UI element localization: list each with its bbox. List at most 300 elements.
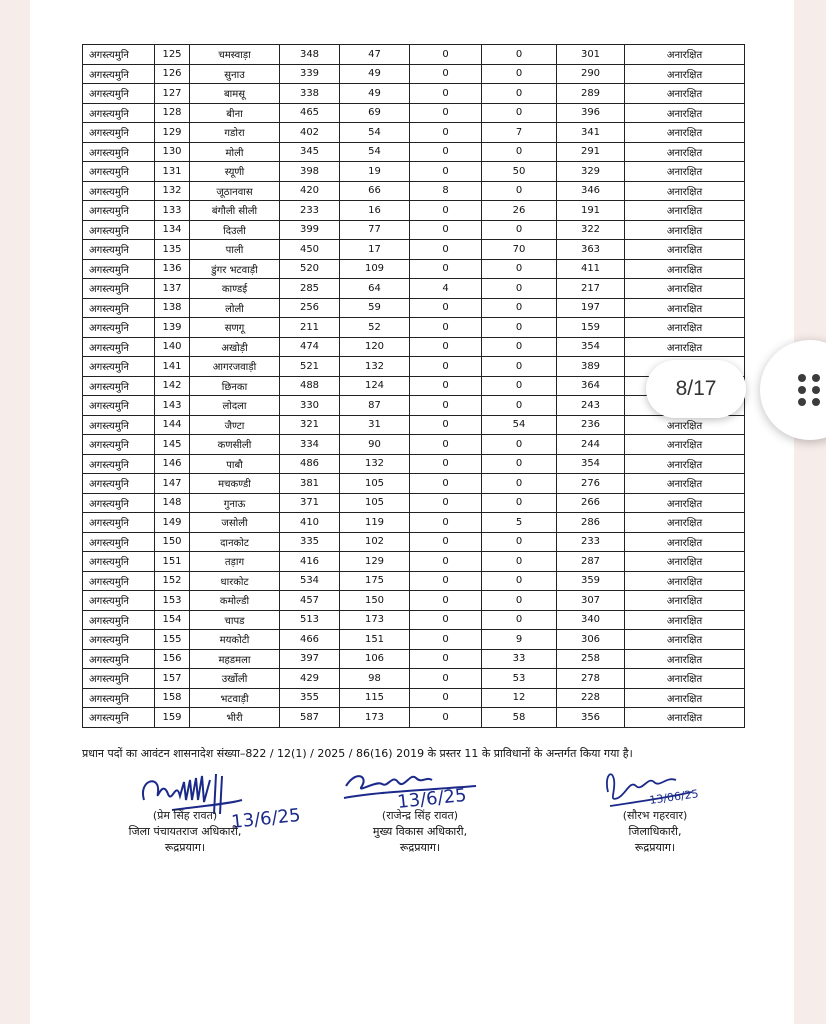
column-value-4-cell: 0 [482, 474, 557, 494]
gram-panchayat-name-cell: मचकण्डी [190, 474, 280, 494]
column-value-2-cell: 54 [340, 142, 410, 162]
column-value-3-cell: 0 [410, 220, 482, 240]
column-value-3-cell: 0 [410, 376, 482, 396]
column-value-2-cell: 90 [340, 435, 410, 455]
gram-panchayat-name-cell: काण्डई [190, 279, 280, 299]
block-name-cell: अगस्त्यमुनि [83, 610, 155, 630]
table-row [83, 435, 745, 455]
column-value-2-cell: 173 [340, 708, 410, 728]
panchayat-number-cell: 142 [155, 376, 190, 396]
gram-panchayat-name-cell: सुनाउ [190, 64, 280, 84]
total-value-cell: 335 [280, 532, 340, 552]
table-row [83, 415, 745, 435]
signatory-right-designation: जिलाधिकारी, [628, 825, 682, 838]
gram-panchayat-name-cell: डुंगर भटवाड़ी [190, 259, 280, 279]
block-name-cell: अगस्त्यमुनि [83, 123, 155, 143]
column-value-2-cell: 54 [340, 123, 410, 143]
column-value-5-cell: 244 [557, 435, 625, 455]
column-value-4-cell: 12 [482, 688, 557, 708]
grid-dots-icon [798, 374, 820, 406]
table-row [83, 279, 745, 299]
panchayat-number-cell: 135 [155, 240, 190, 260]
gram-panchayat-name-cell: पाली [190, 240, 280, 260]
column-value-3-cell: 0 [410, 64, 482, 84]
column-value-5-cell: 341 [557, 123, 625, 143]
table-row [83, 669, 745, 689]
total-value-cell: 334 [280, 435, 340, 455]
column-value-4-cell: 0 [482, 181, 557, 201]
column-value-4-cell: 9 [482, 630, 557, 650]
column-value-5-cell: 191 [557, 201, 625, 221]
reservation-status-cell: अनारक्षित [625, 337, 745, 357]
table-row [83, 298, 745, 318]
total-value-cell: 211 [280, 318, 340, 338]
column-value-2-cell: 49 [340, 84, 410, 104]
panchayat-number-cell: 145 [155, 435, 190, 455]
column-value-3-cell: 0 [410, 142, 482, 162]
panchayat-number-cell: 149 [155, 513, 190, 533]
panchayat-number-cell: 131 [155, 162, 190, 182]
column-value-5-cell: 258 [557, 649, 625, 669]
total-value-cell: 587 [280, 708, 340, 728]
reservation-status-cell: अनारक्षित [625, 162, 745, 182]
gram-panchayat-name-cell: गुनाऊ [190, 493, 280, 513]
total-value-cell: 398 [280, 162, 340, 182]
column-value-3-cell: 0 [410, 162, 482, 182]
column-value-3-cell: 0 [410, 435, 482, 455]
table-row [83, 552, 745, 572]
table-row [83, 142, 745, 162]
gram-panchayat-name-cell: उर्खोली [190, 669, 280, 689]
column-value-4-cell: 0 [482, 571, 557, 591]
table-row [83, 649, 745, 669]
column-value-5-cell: 289 [557, 84, 625, 104]
panchayat-number-cell: 138 [155, 298, 190, 318]
block-name-cell: अगस्त्यमुनि [83, 240, 155, 260]
reservation-status-cell: अनारक्षित [625, 532, 745, 552]
column-value-4-cell: 0 [482, 45, 557, 65]
block-name-cell: अगस्त्यमुनि [83, 318, 155, 338]
panchayat-number-cell: 157 [155, 669, 190, 689]
signatory-left-designation: जिला पंचायतराज अधिकारी, [128, 825, 242, 838]
column-value-4-cell: 54 [482, 415, 557, 435]
column-value-5-cell: 278 [557, 669, 625, 689]
table-row [83, 84, 745, 104]
table-row [83, 123, 745, 143]
column-value-3-cell: 0 [410, 240, 482, 260]
block-name-cell: अगस्त्यमुनि [83, 84, 155, 104]
panchayat-number-cell: 141 [155, 357, 190, 377]
panchayat-number-cell: 128 [155, 103, 190, 123]
table-row [83, 610, 745, 630]
column-value-5-cell: 290 [557, 64, 625, 84]
table-row [83, 493, 745, 513]
block-name-cell: अगस्त्यमुनि [83, 454, 155, 474]
column-value-4-cell: 0 [482, 591, 557, 611]
block-name-cell: अगस्त्यमुनि [83, 435, 155, 455]
column-value-4-cell: 0 [482, 103, 557, 123]
column-value-5-cell: 243 [557, 396, 625, 416]
column-value-2-cell: 175 [340, 571, 410, 591]
reservation-status-cell: अनारक्षित [625, 669, 745, 689]
reservation-status-cell: अनारक्षित [625, 552, 745, 572]
gram-panchayat-name-cell: चमस्वाड़ा [190, 45, 280, 65]
column-value-5-cell: 364 [557, 376, 625, 396]
gram-panchayat-name-cell: जैण्टा [190, 415, 280, 435]
column-value-2-cell: 16 [340, 201, 410, 221]
panchayat-number-cell: 146 [155, 454, 190, 474]
gram-panchayat-name-cell: कणसीली [190, 435, 280, 455]
column-value-5-cell: 217 [557, 279, 625, 299]
reservation-status-cell: अनारक्षित [625, 610, 745, 630]
block-name-cell: अगस्त्यमुनि [83, 513, 155, 533]
signatory-center-name: (राजेन्द्र सिंह रावत) [381, 809, 459, 822]
column-value-5-cell: 228 [557, 688, 625, 708]
column-value-2-cell: 52 [340, 318, 410, 338]
table-row [83, 708, 745, 728]
total-value-cell: 420 [280, 181, 340, 201]
gram-panchayat-name-cell: गडोरा [190, 123, 280, 143]
block-name-cell: अगस्त्यमुनि [83, 45, 155, 65]
column-value-4-cell: 0 [482, 64, 557, 84]
column-value-4-cell: 0 [482, 493, 557, 513]
block-name-cell: अगस्त्यमुनि [83, 493, 155, 513]
column-value-5-cell: 389 [557, 357, 625, 377]
panchayat-number-cell: 144 [155, 415, 190, 435]
column-value-3-cell: 0 [410, 552, 482, 572]
block-name-cell: अगस्त्यमुनि [83, 376, 155, 396]
total-value-cell: 450 [280, 240, 340, 260]
gram-panchayat-name-cell: जसोली [190, 513, 280, 533]
block-name-cell: अगस्त्यमुनि [83, 688, 155, 708]
panchayat-number-cell: 148 [155, 493, 190, 513]
column-value-3-cell: 0 [410, 532, 482, 552]
reservation-status-cell: अनारक्षित [625, 298, 745, 318]
reservation-status-cell: अनारक्षित [625, 591, 745, 611]
reservation-status-cell: अनारक्षित [625, 142, 745, 162]
column-value-4-cell: 0 [482, 435, 557, 455]
column-value-5-cell: 359 [557, 571, 625, 591]
column-value-2-cell: 106 [340, 649, 410, 669]
gram-panchayat-name-cell: पाबौ [190, 454, 280, 474]
column-value-2-cell: 119 [340, 513, 410, 533]
block-name-cell: अगस्त्यमुनि [83, 201, 155, 221]
signatory-right-place: रूद्रप्रयाग। [634, 841, 676, 854]
column-value-4-cell: 0 [482, 279, 557, 299]
column-value-2-cell: 173 [340, 610, 410, 630]
panchayat-number-cell: 152 [155, 571, 190, 591]
block-name-cell: अगस्त्यमुनि [83, 708, 155, 728]
table-row [83, 474, 745, 494]
table-row [83, 103, 745, 123]
column-value-4-cell: 0 [482, 337, 557, 357]
table-row [83, 513, 745, 533]
total-value-cell: 513 [280, 610, 340, 630]
column-value-2-cell: 102 [340, 532, 410, 552]
table-row [83, 162, 745, 182]
column-value-5-cell: 329 [557, 162, 625, 182]
column-value-5-cell: 354 [557, 337, 625, 357]
column-value-2-cell: 98 [340, 669, 410, 689]
column-value-4-cell: 0 [482, 220, 557, 240]
column-value-5-cell: 301 [557, 45, 625, 65]
column-value-5-cell: 307 [557, 591, 625, 611]
column-value-3-cell: 0 [410, 84, 482, 104]
table-row [83, 454, 745, 474]
column-value-2-cell: 31 [340, 415, 410, 435]
gram-panchayat-name-cell: आगरजवाड़ी [190, 357, 280, 377]
column-value-5-cell: 266 [557, 493, 625, 513]
gram-panchayat-name-cell: बीना [190, 103, 280, 123]
column-value-2-cell: 49 [340, 64, 410, 84]
panchayat-number-cell: 130 [155, 142, 190, 162]
reservation-status-cell: अनारक्षित [625, 84, 745, 104]
panchayat-number-cell: 154 [155, 610, 190, 630]
column-value-5-cell: 306 [557, 630, 625, 650]
total-value-cell: 416 [280, 552, 340, 572]
column-value-5-cell: 286 [557, 513, 625, 533]
column-value-3-cell: 0 [410, 103, 482, 123]
panchayat-number-cell: 151 [155, 552, 190, 572]
table-row [83, 571, 745, 591]
column-value-3-cell: 0 [410, 454, 482, 474]
column-value-4-cell: 7 [482, 123, 557, 143]
gram-panchayat-name-cell: भटवाड़ी [190, 688, 280, 708]
block-name-cell: अगस्त्यमुनि [83, 571, 155, 591]
signatory-right [590, 808, 720, 856]
block-name-cell: अगस्त्यमुनि [83, 591, 155, 611]
total-value-cell: 371 [280, 493, 340, 513]
table-row [83, 532, 745, 552]
total-value-cell: 338 [280, 84, 340, 104]
reservation-status-cell: अनारक्षित [625, 493, 745, 513]
total-value-cell: 345 [280, 142, 340, 162]
column-value-3-cell: 0 [410, 201, 482, 221]
reservation-status-cell: अनारक्षित [625, 64, 745, 84]
block-name-cell: अगस्त्यमुनि [83, 181, 155, 201]
column-value-2-cell: 115 [340, 688, 410, 708]
column-value-3-cell: 0 [410, 474, 482, 494]
column-value-2-cell: 151 [340, 630, 410, 650]
table-row [83, 337, 745, 357]
reservation-status-cell: अनारक्षित [625, 201, 745, 221]
panchayat-number-cell: 125 [155, 45, 190, 65]
total-value-cell: 457 [280, 591, 340, 611]
reservation-status-cell: अनारक्षित [625, 259, 745, 279]
column-value-3-cell: 0 [410, 513, 482, 533]
column-value-5-cell: 356 [557, 708, 625, 728]
reservation-status-cell: अनारक्षित [625, 240, 745, 260]
total-value-cell: 465 [280, 103, 340, 123]
block-name-cell: अगस्त्यमुनि [83, 630, 155, 650]
column-value-3-cell: 0 [410, 493, 482, 513]
column-value-3-cell: 0 [410, 298, 482, 318]
total-value-cell: 474 [280, 337, 340, 357]
column-value-2-cell: 77 [340, 220, 410, 240]
gram-panchayat-name-cell: मोली [190, 142, 280, 162]
column-value-4-cell: 5 [482, 513, 557, 533]
column-value-3-cell: 0 [410, 415, 482, 435]
table-row [83, 630, 745, 650]
block-name-cell: अगस्त्यमुनि [83, 298, 155, 318]
block-name-cell: अगस्त्यमुनि [83, 396, 155, 416]
column-value-2-cell: 150 [340, 591, 410, 611]
panchayat-number-cell: 133 [155, 201, 190, 221]
column-value-4-cell: 0 [482, 318, 557, 338]
block-name-cell: अगस्त्यमुनि [83, 142, 155, 162]
block-name-cell: अगस्त्यमुनि [83, 103, 155, 123]
column-value-2-cell: 19 [340, 162, 410, 182]
table-row [83, 318, 745, 338]
column-value-4-cell: 0 [482, 552, 557, 572]
table-row [83, 259, 745, 279]
gram-panchayat-name-cell: महडमला [190, 649, 280, 669]
gram-panchayat-name-cell: तड़ाग [190, 552, 280, 572]
table-row [83, 181, 745, 201]
panchayat-number-cell: 158 [155, 688, 190, 708]
panchayat-number-cell: 155 [155, 630, 190, 650]
gram-panchayat-name-cell: बामसू [190, 84, 280, 104]
column-value-5-cell: 159 [557, 318, 625, 338]
total-value-cell: 521 [280, 357, 340, 377]
total-value-cell: 285 [280, 279, 340, 299]
gram-panchayat-name-cell: लोली [190, 298, 280, 318]
panchayat-number-cell: 153 [155, 591, 190, 611]
column-value-3-cell: 4 [410, 279, 482, 299]
reservation-status-cell: अनारक्षित [625, 318, 745, 338]
svg-text:13/6/25: 13/6/25 [396, 784, 468, 813]
reservation-status-cell: अनारक्षित [625, 279, 745, 299]
block-name-cell: अगस्त्यमुनि [83, 162, 155, 182]
column-value-4-cell: 0 [482, 532, 557, 552]
svg-text:13/6/25: 13/6/25 [230, 804, 302, 833]
gram-panchayat-name-cell: अखोड़ी [190, 337, 280, 357]
block-name-cell: अगस्त्यमुनि [83, 474, 155, 494]
gram-panchayat-name-cell: दानकोट [190, 532, 280, 552]
column-value-4-cell: 0 [482, 259, 557, 279]
gram-panchayat-name-cell: मयकोटी [190, 630, 280, 650]
block-name-cell: अगस्त्यमुनि [83, 552, 155, 572]
table-row [83, 220, 745, 240]
panchayat-number-cell: 134 [155, 220, 190, 240]
column-value-5-cell: 276 [557, 474, 625, 494]
column-value-2-cell: 109 [340, 259, 410, 279]
column-value-4-cell: 53 [482, 669, 557, 689]
total-value-cell: 466 [280, 630, 340, 650]
total-value-cell: 520 [280, 259, 340, 279]
column-value-3-cell: 0 [410, 630, 482, 650]
signatory-left-name: (प्रेम सिंह रावत) [152, 809, 218, 822]
total-value-cell: 381 [280, 474, 340, 494]
gram-panchayat-name-cell: भीरी [190, 708, 280, 728]
total-value-cell: 410 [280, 513, 340, 533]
column-value-2-cell: 59 [340, 298, 410, 318]
column-value-2-cell: 17 [340, 240, 410, 260]
table-row [83, 64, 745, 84]
column-value-5-cell: 233 [557, 532, 625, 552]
column-value-4-cell: 58 [482, 708, 557, 728]
gram-panchayat-name-cell: स्यूणी [190, 162, 280, 182]
signatory-center-place: रूद्रप्रयाग। [399, 841, 441, 854]
column-value-4-cell: 0 [482, 610, 557, 630]
reservation-status-cell: अनारक्षित [625, 435, 745, 455]
reservation-status-cell: अनारक्षित [625, 649, 745, 669]
column-value-4-cell: 0 [482, 142, 557, 162]
column-value-2-cell: 64 [340, 279, 410, 299]
page-indicator[interactable]: 8/17 [646, 360, 746, 418]
signatory-center-designation: मुख्य विकास अधिकारी, [372, 825, 468, 838]
panchayat-number-cell: 143 [155, 396, 190, 416]
total-value-cell: 402 [280, 123, 340, 143]
reservation-status-cell: अनारक्षित [625, 220, 745, 240]
panchayat-number-cell: 129 [155, 123, 190, 143]
total-value-cell: 534 [280, 571, 340, 591]
total-value-cell: 233 [280, 201, 340, 221]
column-value-2-cell: 124 [340, 376, 410, 396]
gram-panchayat-name-cell: चापड [190, 610, 280, 630]
panchayat-number-cell: 137 [155, 279, 190, 299]
reservation-status-cell: अनारक्षित [625, 708, 745, 728]
column-value-2-cell: 47 [340, 45, 410, 65]
table-row [83, 396, 745, 416]
column-value-5-cell: 322 [557, 220, 625, 240]
total-value-cell: 429 [280, 669, 340, 689]
column-value-3-cell: 0 [410, 571, 482, 591]
column-value-3-cell: 0 [410, 688, 482, 708]
column-value-3-cell: 0 [410, 123, 482, 143]
block-name-cell: अगस्त्यमुनि [83, 669, 155, 689]
footnote: प्रधान पदों का आवंटन शासनादेश संख्या–822 / 12(1) / 2025 / 86(16) 2019 के प्रस्तर 11 के प्राविधानों के अन्तर्गत किया गया है। [82, 747, 633, 760]
table-row [83, 591, 745, 611]
column-value-4-cell: 0 [482, 84, 557, 104]
column-value-2-cell: 105 [340, 493, 410, 513]
panchayat-number-cell: 159 [155, 708, 190, 728]
column-value-2-cell: 132 [340, 454, 410, 474]
reservation-status-cell: अनारक्षित [625, 123, 745, 143]
column-value-5-cell: 363 [557, 240, 625, 260]
column-value-4-cell: 26 [482, 201, 557, 221]
column-value-4-cell: 0 [482, 396, 557, 416]
column-value-3-cell: 8 [410, 181, 482, 201]
block-name-cell: अगस्त्यमुनि [83, 259, 155, 279]
reservation-status-cell: अनारक्षित [625, 415, 745, 435]
block-name-cell: अगस्त्यमुनि [83, 279, 155, 299]
gram-panchayat-name-cell: कमोल्डी [190, 591, 280, 611]
table-row [83, 201, 745, 221]
column-value-4-cell: 70 [482, 240, 557, 260]
table-row [83, 688, 745, 708]
signatory-left-place: रूद्रप्रयाग। [164, 841, 206, 854]
column-value-5-cell: 340 [557, 610, 625, 630]
total-value-cell: 348 [280, 45, 340, 65]
block-name-cell: अगस्त्यमुनि [83, 649, 155, 669]
column-value-3-cell: 0 [410, 318, 482, 338]
gram-panchayat-name-cell: दिउली [190, 220, 280, 240]
block-name-cell: अगस्त्यमुनि [83, 220, 155, 240]
signatory-center [330, 808, 510, 856]
reservation-status-cell: अनारक्षित [625, 630, 745, 650]
total-value-cell: 256 [280, 298, 340, 318]
column-value-5-cell: 291 [557, 142, 625, 162]
table-row [83, 45, 745, 65]
panchayat-number-cell: 147 [155, 474, 190, 494]
column-value-2-cell: 120 [340, 337, 410, 357]
block-name-cell: अगस्त्यमुनि [83, 532, 155, 552]
gram-panchayat-name-cell: जूठानवास [190, 181, 280, 201]
total-value-cell: 321 [280, 415, 340, 435]
signatory-right-name: (सौरभ गहरवार) [622, 809, 688, 822]
reservation-status-cell: अनारक्षित [625, 513, 745, 533]
